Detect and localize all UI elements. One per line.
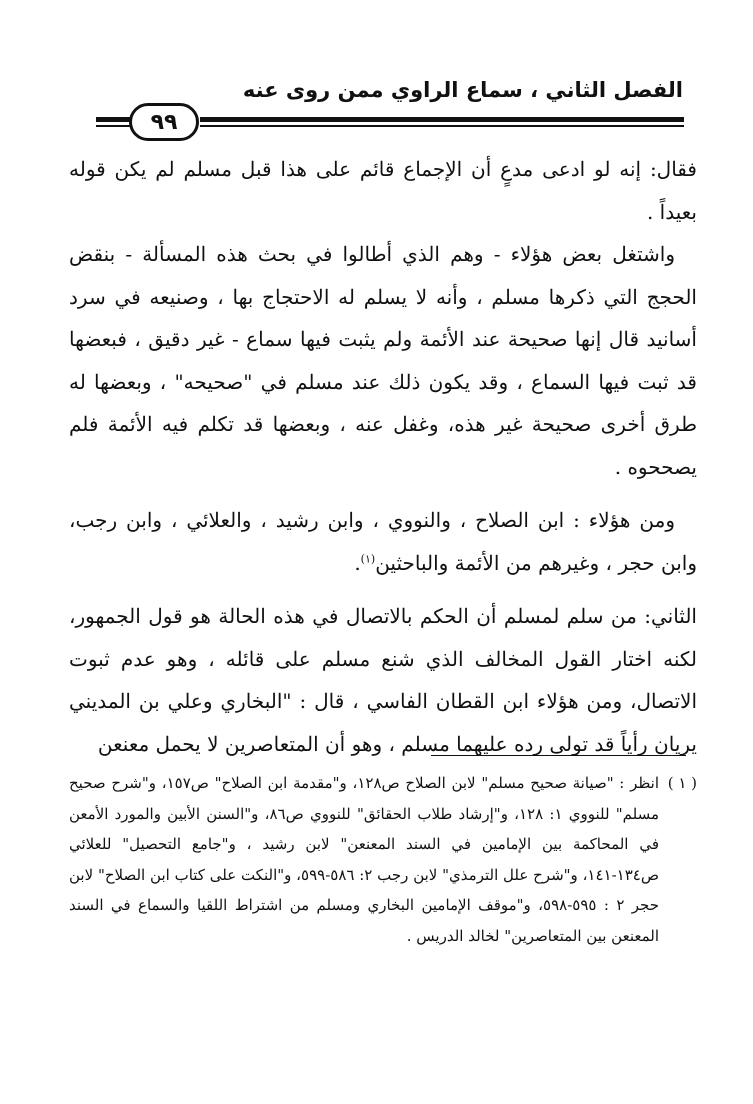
footnote-separator (431, 755, 686, 756)
header-rule-left (96, 117, 130, 122)
paragraph (69, 499, 697, 584)
footnote-number: ( ١ ) (667, 774, 697, 792)
paragraph-text: ومن هؤلاء : ابن الصلاح ، والنووي ، وابن رشيد ، والعلائي ، وابن رجب، وابن حجر ، وغيرهم من الأئمة والباحثين (69, 508, 697, 575)
footnotes (69, 768, 697, 951)
footnote (69, 768, 697, 951)
footnote-reference[interactable]: (١) (360, 551, 376, 565)
footnote-text: انظر : "صيانة صحيح مسلم" لابن الصلاح ص١٢٨، و"مقدمة ابن الصلاح" ص١٥٧، و"شرح صحيح مسلم" للنووي ١: ١٢٨، و"إرشاد طلاب الحقائق" للنووي ص٨٦، و"السنن الأبين والمورد الأمعن في المحاكمة بين الإمامين في السند المعنعن" لابن رشيد ، و"جامع التحصيل" للعلائي ص١٣٤-١٤١، و"شرح علل الترمذي" لابن رجب ٢: ٥٨٦-٥٩٩، و"النكت على كتاب ابن الصلاح" لابن حجر ٢ : ٥٩٥-٥٩٨، و"موقف الإمامين البخاري ومسلم من اشتراط اللقيا والسماع في السند المعنعن بين المتعاصرين" لخالد الدريس . (69, 774, 660, 945)
paragraph: واشتغل بعض هؤلاء - وهم الذي أطالوا في بحث هذه المسألة - بنقض الحجج التي ذكرها مسلم ، وأنه لا يسلم له الاحتجاج بها ، وصنيعه في سرد أسانيد قال إنها صحيحة عند الأئمة ولم يثبت فيها سماع - غير دقيق ، فبعضها قد ثبت فيها السماع ، وقد يكون ذلك عند مسلم في "صحيحه" ، وبعضها له طرق أخرى صحيحة غير هذه، وغفل عنه ، وبعضها قد تكلم فيه الأئمة فلم يصححوه . (69, 242, 697, 479)
chapter-title: الفصل الثاني ، سماع الراوي ممن روى عنه (242, 78, 683, 102)
paragraph: فقال: إنه لو ادعى مدعٍ أن الإجماع قائم على هذا قبل مسلم لم يكن قوله بعيداً . (69, 157, 697, 224)
paragraph-end: . (354, 550, 361, 575)
header-rule (200, 117, 684, 122)
header-rule-thin (200, 125, 684, 127)
page-number: ٩٩ (129, 103, 199, 141)
header-rule-left-thin (96, 125, 130, 127)
main-text (69, 148, 697, 765)
page-header (0, 0, 753, 150)
paragraph: الثاني: من سلم لمسلم أن الحكم بالاتصال في هذه الحالة هو قول الجمهور، لكنه اختار القول المخالف الذي شنع مسلم على قائله ، وهو عدم ثبوت الاتصال، ومن هؤلاء ابن القطان الفاسي ، قال : "البخاري وعلي بن المديني يريان رأياً قد تولى رده عليهما مسلم ، وهو أن المتعاصرين لا يحمل معنعن (69, 604, 697, 756)
